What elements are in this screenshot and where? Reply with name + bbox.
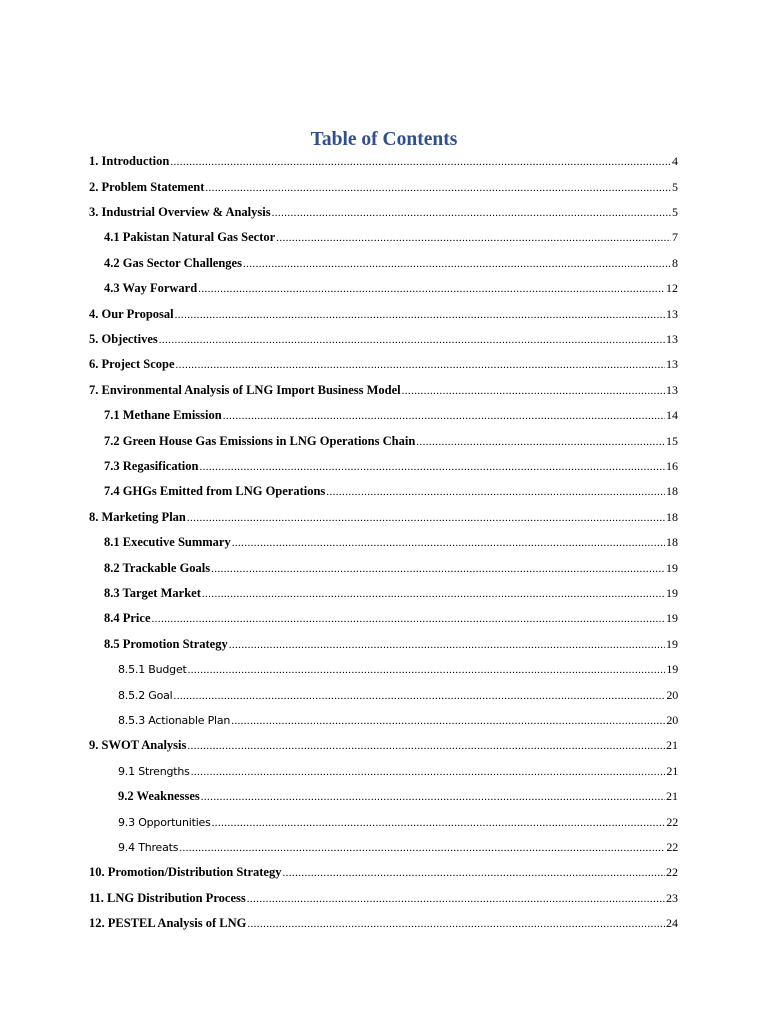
dot-leader	[201, 789, 665, 805]
dot-leader	[174, 688, 666, 704]
toc-entry-page-number: 13	[666, 382, 678, 397]
dot-leader	[247, 916, 665, 932]
toc-entry[interactable]	[0, 886, 768, 911]
toc-entry[interactable]	[0, 632, 768, 657]
toc-entry-line	[89, 331, 678, 348]
dot-leader	[243, 256, 671, 272]
toc-entry[interactable]	[0, 200, 768, 225]
toc-entry-title: 4.1 Pakistan Natural Gas Sector	[104, 230, 276, 245]
dot-leader	[202, 586, 665, 602]
toc-entry[interactable]	[0, 530, 768, 555]
dot-leader	[229, 637, 665, 653]
dot-leader	[416, 434, 665, 450]
toc-entry-page-number: 5	[672, 204, 678, 219]
toc-entry-title: 4. Our Proposal	[89, 306, 174, 321]
toc-entry-line	[104, 585, 678, 602]
toc-entry-line	[89, 153, 678, 170]
toc-entry-title: 6. Project Scope	[89, 357, 175, 372]
dot-leader	[402, 383, 665, 399]
toc-entry[interactable]	[0, 352, 768, 377]
dot-leader	[198, 281, 665, 297]
dot-leader	[170, 154, 671, 170]
toc-entry-line	[104, 433, 678, 450]
toc-entry-line	[118, 814, 678, 831]
toc-entry-title: 9. SWOT Analysis	[89, 738, 187, 753]
toc-entry[interactable]	[0, 428, 768, 453]
toc-entry-line	[89, 306, 678, 323]
toc-entry-page-number: 19	[666, 560, 678, 575]
toc-entry-page-number: 19	[666, 662, 678, 677]
toc-entry-line	[104, 534, 678, 551]
dot-leader	[212, 815, 666, 831]
dot-leader	[211, 561, 665, 577]
toc-entry-page-number: 23	[666, 890, 678, 905]
dot-leader	[272, 205, 671, 221]
toc-entry-page-number: 18	[666, 484, 678, 499]
toc-entry[interactable]	[0, 733, 768, 758]
toc-entry-line	[118, 687, 678, 704]
toc-entry-page-number: 13	[666, 357, 678, 372]
dot-leader	[223, 408, 665, 424]
dot-leader	[276, 230, 671, 246]
toc-entry-page-number: 22	[666, 839, 678, 854]
toc-entry[interactable]	[0, 479, 768, 504]
toc-entry-page-number: 8	[672, 255, 678, 270]
toc-entry-line	[104, 229, 678, 246]
toc-entry-title: 8.5.2 Goal	[118, 688, 173, 702]
toc-entry[interactable]	[0, 327, 768, 352]
toc-entry-title: 2. Problem Statement	[89, 179, 205, 194]
toc-entry-line	[104, 560, 678, 577]
toc-entry-page-number: 12	[666, 281, 678, 296]
page-title: Table of Contents	[310, 129, 458, 150]
toc-entry-page-number: 15	[666, 433, 678, 448]
toc-entry-page-number: 21	[666, 738, 678, 753]
toc-entry-line	[104, 280, 678, 297]
toc-entry-page-number: 20	[666, 712, 678, 727]
toc-entry-page-number: 16	[666, 458, 678, 473]
toc-entry-page-number: 24	[666, 916, 678, 931]
dot-leader	[247, 891, 665, 907]
toc-entry-title: 7.3 Regasification	[104, 458, 199, 473]
toc-entry-line	[118, 788, 678, 805]
toc-entry-page-number: 20	[666, 687, 678, 702]
toc-entry-page-number: 19	[666, 611, 678, 626]
toc-entry-title: 4.2 Gas Sector Challenges	[104, 255, 242, 270]
toc-entry-page-number: 22	[666, 814, 678, 829]
dot-leader	[199, 459, 665, 475]
toc-entry[interactable]	[0, 505, 768, 530]
dot-leader	[191, 764, 666, 780]
toc-entry[interactable]	[0, 403, 768, 428]
toc-entry-page-number: 19	[666, 636, 678, 651]
toc-entry-line	[104, 255, 678, 272]
toc-entry-line	[89, 890, 678, 907]
toc-entry[interactable]	[0, 708, 768, 733]
toc-entry-page-number: 5	[672, 179, 678, 194]
toc-entry-title: 9.1 Strengths	[118, 764, 190, 778]
toc-entry-title: 4.3 Way Forward	[104, 281, 198, 296]
toc-entry-line	[89, 356, 678, 373]
toc-entry-title: 8.5.1 Budget	[118, 663, 187, 677]
toc-entry[interactable]	[0, 301, 768, 326]
dot-leader	[159, 332, 665, 348]
toc-entry-title: 12. PESTEL Analysis of LNG	[89, 916, 247, 931]
toc-entry-page-number: 18	[666, 509, 678, 524]
toc-entry-page-number: 13	[666, 331, 678, 346]
toc-entry-title: 9.4 Threats	[118, 840, 179, 854]
toc-entry-title: 7.4 GHGs Emitted from LNG Operations	[104, 484, 326, 499]
toc-entry-page-number: 13	[666, 306, 678, 321]
toc-entry-line	[89, 509, 678, 526]
toc-entry-page-number: 7	[672, 230, 678, 245]
dot-leader	[187, 738, 665, 754]
toc-entry[interactable]	[0, 555, 768, 580]
dot-leader	[188, 662, 666, 678]
toc-entry-line	[118, 661, 678, 678]
toc-entry-title: 9.3 Opportunities	[118, 815, 211, 829]
toc-entry[interactable]	[0, 174, 768, 199]
dot-leader	[175, 307, 665, 323]
toc-entry[interactable]	[0, 378, 768, 403]
toc-entry[interactable]	[0, 225, 768, 250]
toc-entry[interactable]	[0, 784, 768, 809]
toc-entry-title: 5. Objectives	[89, 331, 158, 346]
toc-entry-line	[89, 204, 678, 221]
toc-entry[interactable]	[0, 860, 768, 885]
toc-entry-line	[104, 407, 678, 424]
dot-leader	[152, 611, 665, 627]
toc-entry-title: 8. Marketing Plan	[89, 509, 186, 524]
toc-entry-title: 9.2 Weaknesses	[118, 789, 200, 804]
toc-entry[interactable]	[0, 809, 768, 834]
toc-entry[interactable]	[0, 835, 768, 860]
toc-entry-title: 1. Introduction	[89, 154, 170, 169]
dot-leader	[205, 180, 671, 196]
toc-entry-line	[104, 483, 678, 500]
dot-leader	[187, 510, 665, 526]
toc-entry-page-number: 21	[666, 763, 678, 778]
toc-entry[interactable]	[0, 911, 768, 936]
toc-entry-title: 8.2 Trackable Goals	[104, 560, 211, 575]
toc-entry-title: 11. LNG Distribution Process	[89, 890, 246, 905]
toc-entry-title: 7.2 Green House Gas Emissions in LNG Operations Chain	[104, 433, 416, 448]
dot-leader	[176, 357, 665, 373]
toc-entry-page-number: 19	[666, 585, 678, 600]
dot-leader	[282, 865, 665, 881]
toc-entry-line	[89, 915, 678, 932]
toc-entry-line	[118, 763, 678, 780]
toc-entry-title: 7. Environmental Analysis of LNG Import Business Model	[89, 382, 401, 397]
toc-entry[interactable]	[0, 682, 768, 707]
dot-leader	[326, 484, 665, 500]
toc-entry-page-number: 21	[666, 789, 678, 804]
toc-entry-line	[104, 458, 678, 475]
toc-entry-title: 8.1 Executive Summary	[104, 535, 231, 550]
dot-leader	[231, 713, 665, 729]
toc-entry-page-number: 14	[666, 408, 678, 423]
toc-entry-title: 8.5.3 Actionable Plan	[118, 713, 231, 727]
toc-entry[interactable]	[0, 251, 768, 276]
toc-entry-page-number: 4	[672, 154, 678, 169]
toc-entry-page-number: 18	[666, 535, 678, 550]
toc-entry-title: 3. Industrial Overview & Analysis	[89, 204, 271, 219]
toc-entry-line	[89, 864, 678, 881]
toc-entry[interactable]	[0, 149, 768, 174]
toc-entry-line	[89, 382, 678, 399]
toc-entry-title: 8.5 Promotion Strategy	[104, 636, 228, 651]
toc-entry-page-number: 22	[666, 865, 678, 880]
toc-entry-line	[89, 737, 678, 754]
toc-entry-title: 7.1 Methane Emission	[104, 408, 222, 423]
toc-entry-line	[89, 179, 678, 196]
toc-entry[interactable]	[0, 276, 768, 301]
toc-entry-line	[118, 712, 678, 729]
toc-entry[interactable]	[0, 657, 768, 682]
toc-entry-title: 10. Promotion/Distribution Strategy	[89, 865, 282, 880]
toc-entry[interactable]	[0, 454, 768, 479]
toc-entry[interactable]	[0, 606, 768, 631]
toc-entry-line	[104, 610, 678, 627]
toc-entry-line	[104, 636, 678, 653]
toc-entry[interactable]	[0, 759, 768, 784]
dot-leader	[179, 840, 665, 856]
toc-entry[interactable]	[0, 581, 768, 606]
dot-leader	[232, 535, 665, 551]
toc-entry-title: 8.3 Target Market	[104, 585, 201, 600]
toc-entry-title: 8.4 Price	[104, 611, 151, 626]
toc-entry-line	[118, 839, 678, 856]
